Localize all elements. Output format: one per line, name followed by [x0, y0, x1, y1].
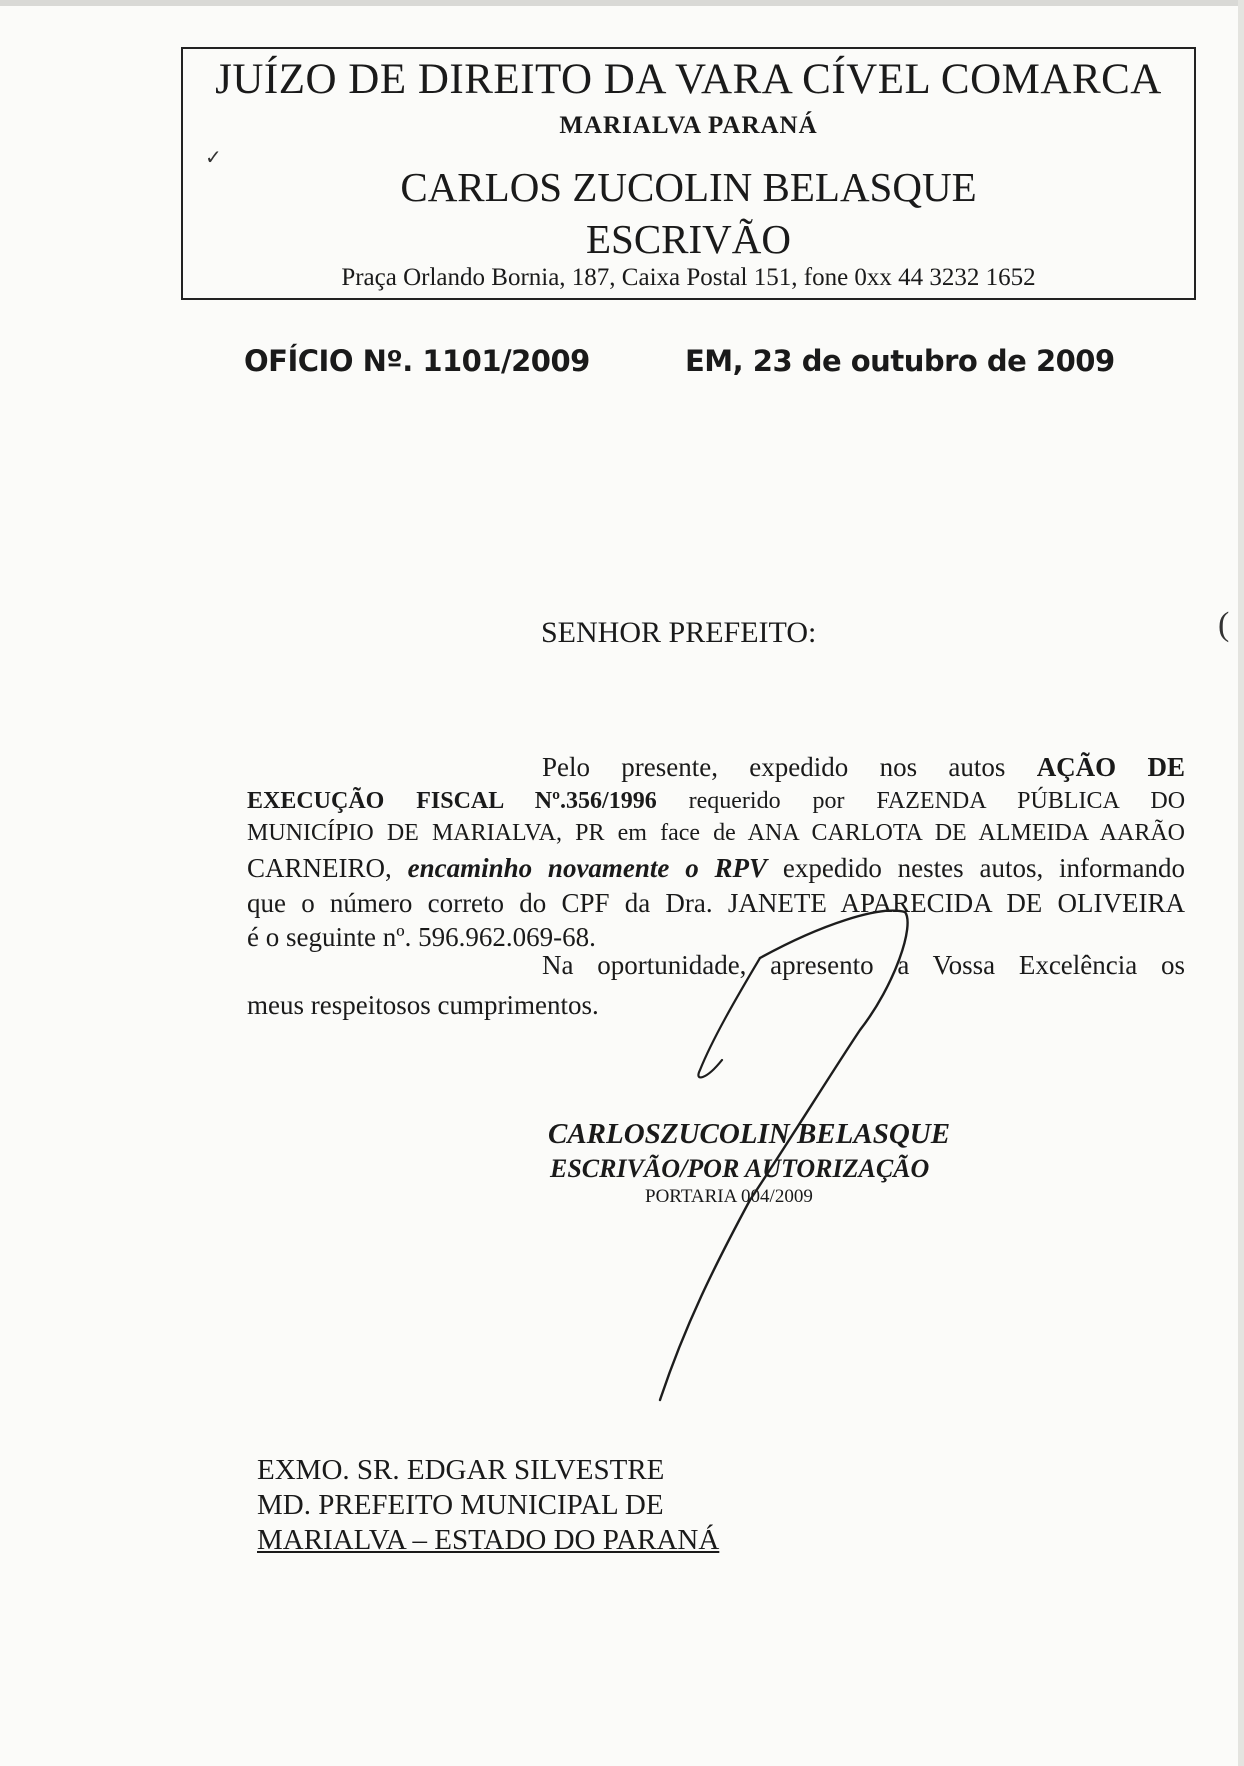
- action-title-start: AÇÃO DE: [1036, 752, 1185, 782]
- rpv-emphasis: encaminho novamente o RPV: [407, 853, 768, 883]
- signatory-ordinance: PORTARIA 004/2009: [645, 1186, 813, 1207]
- signatory-role: ESCRIVÃO/POR AUTORIZAÇÃO: [550, 1154, 930, 1183]
- letterhead-box: [181, 47, 1196, 300]
- line4-end: expedido nestes autos, informando: [782, 853, 1186, 883]
- body-line-3: MUNICÍPIO DE MARIALVA, PR em face de ANA CARLOTA DE ALMEIDA AARÃO: [247, 820, 1185, 846]
- office-date: EM, 23 de outubro de 2009: [685, 344, 1115, 378]
- salutation: SENHOR PREFEITO:: [541, 616, 817, 649]
- tick-mark-icon: ✓: [205, 147, 222, 169]
- action-title: EXECUÇÃO FISCAL Nº.356/1996: [247, 788, 657, 814]
- body-line-8: meus respeitosos cumprimentos.: [247, 990, 599, 1020]
- body-line-2: [247, 788, 1185, 815]
- clerk-address: Praça Orlando Bornia, 187, Caixa Postal 151, fone 0xx 44 3232 1652: [341, 264, 1036, 291]
- plaintiff: FAZENDA PÚBLICA DO: [876, 788, 1186, 814]
- body-line-4: [247, 853, 1185, 884]
- clerk-role: ESCRIVÃO: [585, 216, 792, 262]
- office-number: OFÍCIO Nº. 1101/2009: [244, 344, 590, 378]
- margin-bracket-icon: (: [1218, 606, 1230, 643]
- body-intro: Pelo presente, expedido nos autos: [542, 752, 1006, 782]
- recipient-line-1: EXMO. SR. EDGAR SILVESTRE: [257, 1454, 665, 1486]
- recipient-line-2: MD. PREFEITO MUNICIPAL DE: [257, 1489, 664, 1521]
- signatory-name: CARLOSZUCOLIN BELASQUE: [548, 1118, 951, 1150]
- body-line-5: que o número correto do CPF da Dra. JANETE APARECIDA DE OLIVEIRA: [247, 888, 1185, 918]
- requested-by: requerido por: [688, 788, 845, 814]
- scan-right-edge: [1238, 0, 1244, 1766]
- clerk-name: CARLOS ZUCOLIN BELASQUE: [400, 164, 977, 210]
- body-line-6: é o seguinte nº. 596.962.069-68.: [247, 922, 596, 952]
- body-line-7: Na oportunidade, apresento a Vossa Excelência os: [542, 950, 1185, 980]
- recipient-line-3: MARIALVA – ESTADO DO PARANÁ: [257, 1524, 720, 1556]
- body-line-1: [542, 752, 1185, 783]
- defendant-end: CARNEIRO,: [247, 853, 392, 883]
- court-subtitle: MARIALVA PARANÁ: [559, 112, 818, 139]
- court-title: JUÍZO DE DIREITO DA VARA CÍVEL COMARCA: [215, 56, 1162, 103]
- scan-top-edge: [0, 0, 1244, 6]
